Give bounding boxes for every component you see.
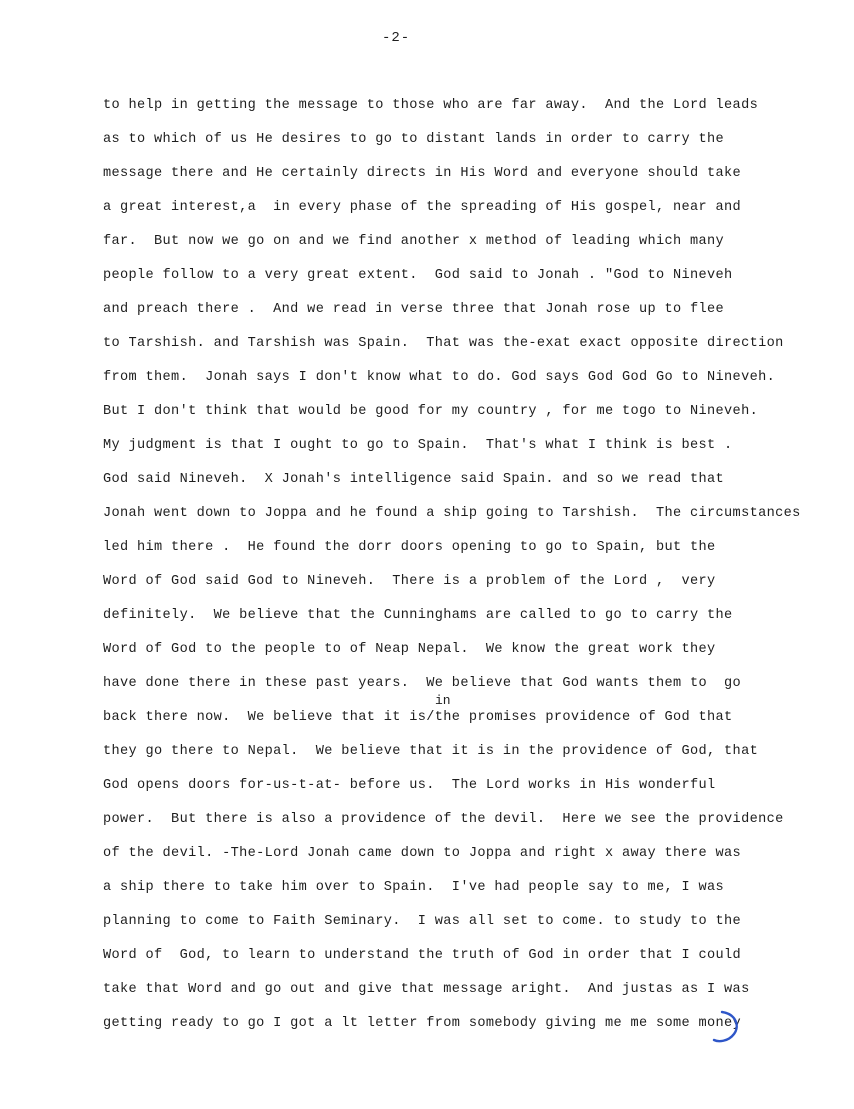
text-line: led him there . He found the dorr doors opening to go to Spain, but the <box>103 540 716 555</box>
text-line: from them. Jonah says I don't know what to do. God says God God Go to Nineveh. <box>103 370 776 385</box>
text-line: far. But now we go on and we find another x method of leading which many <box>103 234 725 249</box>
text-line: definitely. We believe that the Cunninghams are called to go to carry the <box>103 608 733 623</box>
text-line: back there now. We believe that it is/the promises providence of God that <box>103 710 733 725</box>
text-line: have done there in these past years. We believe that God wants them to go <box>103 676 742 691</box>
text-line: planning to come to Faith Seminary. I was all set to come. to study to the <box>103 914 742 929</box>
text-line: people follow to a very great extent. God said to Jonah . "God to Nineveh <box>103 268 733 283</box>
pen-annotation-icon <box>706 1006 746 1046</box>
text-line: of the devil. -The-Lord Jonah came down to Joppa and right x away there was <box>103 846 742 861</box>
text-line: message there and He certainly directs in His Word and everyone should take <box>103 166 742 181</box>
text-line: to Tarshish. and Tarshish was Spain. That was the-exat exact opposite direction <box>103 336 784 351</box>
text-line: But I don't think that would be good for my country , for me togo to Nineveh. <box>103 404 759 419</box>
text-line: they go there to Nepal. We believe that it is in the providence of God, that <box>103 744 759 759</box>
text-line: as to which of us He desires to go to distant lands in order to carry the <box>103 132 725 147</box>
text-line: God said Nineveh. X Jonah's intelligence said Spain. and so we read that <box>103 472 725 487</box>
text-line: Word of God said God to Nineveh. There is a problem of the Lord , very <box>103 574 716 589</box>
text-line: getting ready to go I got a lt letter from somebody giving me me some money <box>103 1016 742 1031</box>
text-line: God opens doors for-us-t-at- before us. The Lord works in His wonderful <box>103 778 716 793</box>
page-number: -2- <box>382 30 411 46</box>
text-line: a ship there to take him over to Spain. I've had people say to me, I was <box>103 880 725 895</box>
text-line: to help in getting the message to those who are far away. And the Lord leads <box>103 98 759 113</box>
text-line: power. But there is also a providence of the devil. Here we see the providence <box>103 812 784 827</box>
text-line: My judgment is that I ought to go to Spain. That's what I think is best . <box>103 438 733 453</box>
text-line: Word of God to the people to of Neap Nepal. We know the great work they <box>103 642 716 657</box>
text-line: take that Word and go out and give that message aright. And justas as I was <box>103 982 750 997</box>
text-line: Jonah went down to Joppa and he found a ship going to Tarshish. The circumstances <box>103 506 801 521</box>
text-line: a great interest,a in every phase of the spreading of His gospel, near and <box>103 200 742 215</box>
text-line: Word of God, to learn to understand the truth of God in order that I could <box>103 948 742 963</box>
text-line: and preach there . And we read in verse three that Jonah rose up to flee <box>103 302 725 317</box>
handwritten-insertion: in <box>435 693 451 708</box>
